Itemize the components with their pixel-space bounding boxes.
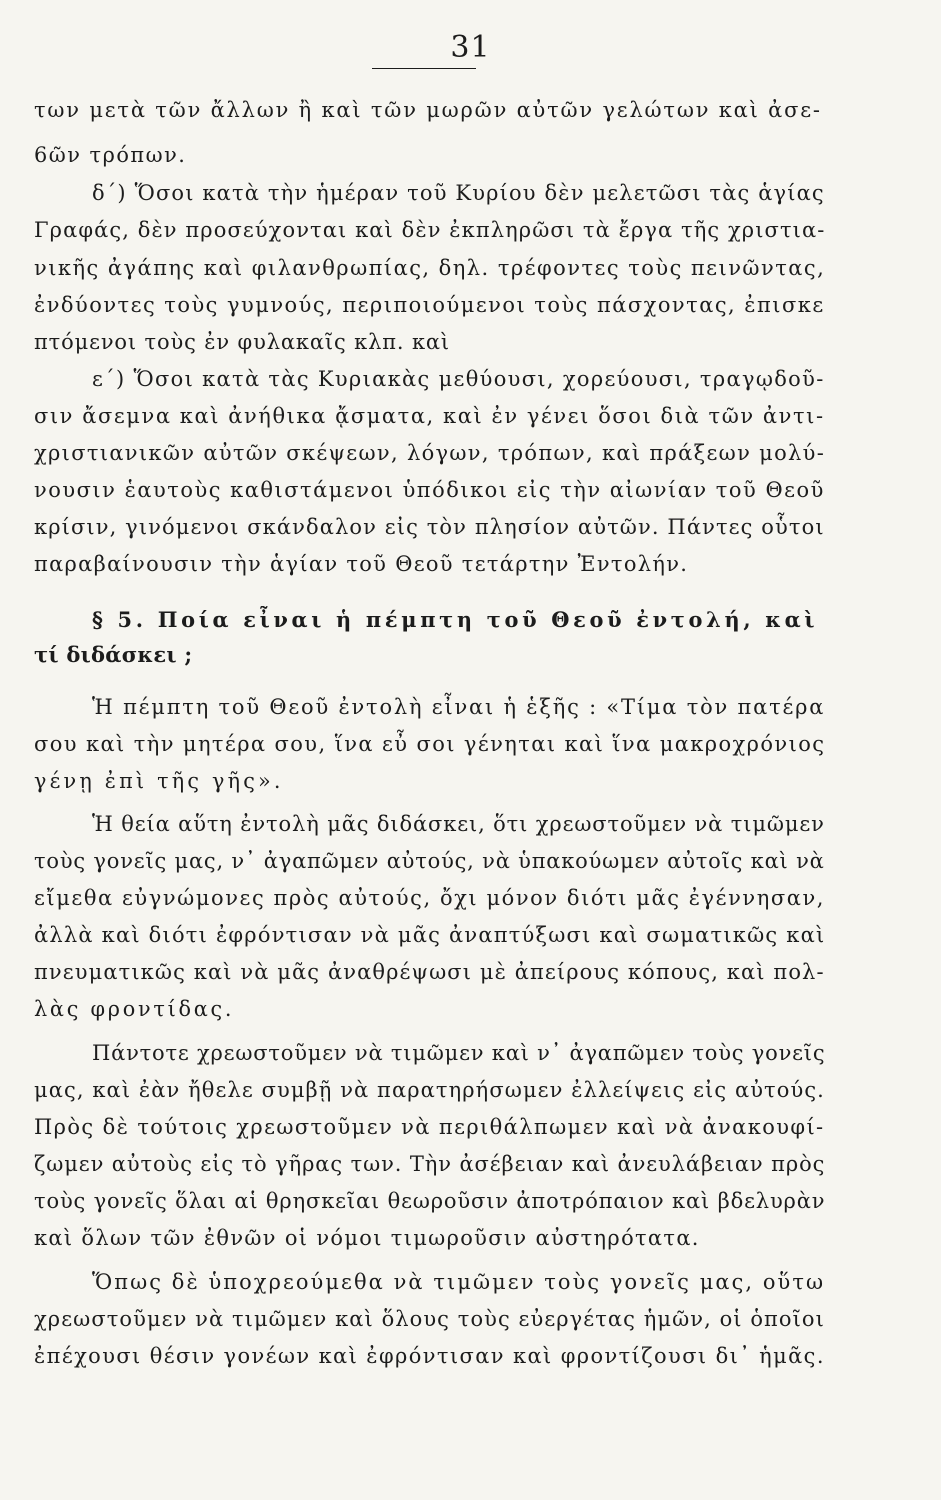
text-line: τοὺς γονεῖς ὅλαι αἱ θρησκεῖαι θεωροῦσιν ἀποτρόπαιον καὶ βδελυρὰν xyxy=(34,1189,826,1213)
text-line: των μετὰ τῶν ἄλλων ἢ καὶ τῶν μωρῶν αὐτῶν γελώτων καὶ ἀσε- xyxy=(34,98,822,122)
text-line: κρίσιν, γινόμενοι σκάνδαλον εἰς τὸν πλησίον αὐτῶν. Πάντες οὗτοι xyxy=(34,515,825,539)
text-line: ἀλλὰ καὶ διότι ἐφρόντισαν νὰ μᾶς ἀναπτύξωσι καὶ σωματικῶς καὶ xyxy=(34,923,826,947)
text-line: δ΄) Ὅσοι κατὰ τὴν ἡμέραν τοῦ Κυρίου δὲν μελετῶσι τὰς ἁγίας xyxy=(92,181,825,205)
text-line: Ἡ θεία αὕτη ἐντολὴ μᾶς διδάσκει, ὅτι χρεωστοῦμεν νὰ τιμῶμεν xyxy=(92,812,825,836)
text-line: Γραφάς, δὲν προσεύχονται καὶ δὲν ἐκπληρῶσι τὰ ἔργα τῆς χριστια- xyxy=(34,218,826,242)
section-heading-line: § 5. Ποία εἶναι ἡ πέμπτη τοῦ Θεοῦ ἐντολή, καὶ xyxy=(92,607,819,632)
text-line: τοὺς γονεῖς μας, ν᾽ ἀγαπῶμεν αὐτούς, νὰ ὑπακούωμεν αὐτοῖς καὶ νὰ xyxy=(34,849,825,873)
text-line: πτόμενοι τοὺς ἐν φυλακαῖς κλπ. καὶ xyxy=(34,330,451,354)
text-line: νικῆς ἀγάπης καὶ φιλανθρωπίας, δηλ. τρέφοντες τοὺς πεινῶντας, xyxy=(34,256,826,280)
text-line: ἐνδύοντες τοὺς γυμνούς, περιποιούμενοι τοὺς πάσχοντας, ἐπισκε xyxy=(34,293,825,317)
text-line: λὰς φροντίδας. xyxy=(34,997,235,1021)
text-line: Πρὸς δὲ τούτοις χρεωστοῦμεν νὰ περιθάλπωμεν καὶ νὰ ἀνακουφί- xyxy=(34,1115,825,1139)
text-line: καὶ ὅλων τῶν ἐθνῶν οἱ νόμοι τιμωροῦσιν αὐστηρότατα. xyxy=(34,1226,700,1250)
text-line: μας, καὶ ἐὰν ἤθελε συμβῇ νὰ παρατηρήσωμεν ἐλλείψεις εἰς αὐτούς. xyxy=(34,1078,825,1102)
text-line: σου καὶ τὴν μητέρα σου, ἵνα εὖ σοι γένηται καὶ ἵνα μακροχρόνιος xyxy=(34,732,826,756)
text-line: Ὅπως δὲ ὑποχρεούμεθα νὰ τιμῶμεν τοὺς γονεῖς μας, οὕτω xyxy=(92,1270,826,1294)
text-line: 6ῶν τρόπων. xyxy=(34,143,187,167)
text-line: παραβαίνουσιν τὴν ἁγίαν τοῦ Θεοῦ τετάρτην Ἐντολήν. xyxy=(34,552,689,576)
page-number: 31 xyxy=(450,30,491,65)
text-line: ἐπέχουσι θέσιν γονέων καὶ ἐφρόντισαν καὶ φροντίζουσι δι᾽ ἡμᾶς. xyxy=(34,1344,825,1368)
text-line: νουσιν ἑαυτοὺς καθιστάμενοι ὑπόδικοι εἰς τὴν αἰωνίαν τοῦ Θεοῦ xyxy=(34,478,825,502)
header-rule xyxy=(372,68,476,69)
text-line: χριστιανικῶν αὐτῶν σκέψεων, λόγων, τρόπων, καὶ πράξεων μολύ- xyxy=(34,441,826,465)
text-line: Πάντοτε χρεωστοῦμεν νὰ τιμῶμεν καὶ ν᾽ ἀγαπῶμεν τοὺς γονεῖς xyxy=(92,1041,826,1065)
section-heading-line: τί διδάσκει ; xyxy=(34,642,193,667)
text-line: γένῃ ἐπὶ τῆς γῆς». xyxy=(34,769,284,793)
text-line: εἴμεθα εὐγνώμονες πρὸς αὐτούς, ὄχι μόνον διότι μᾶς ἐγέννησαν, xyxy=(34,886,825,910)
text-line: Ἡ πέμπτη τοῦ Θεοῦ ἐντολὴ εἶναι ἡ ἑξῆς : «Τίμα τὸν πατέρα xyxy=(92,695,826,719)
text-line: χρεωστοῦμεν νὰ τιμῶμεν καὶ ὅλους τοὺς εὐεργέτας ἡμῶν, οἱ ὁποῖοι xyxy=(34,1307,825,1331)
text-line: ζωμεν αὐτοὺς εἰς τὸ γῆρας των. Τὴν ἀσέβειαν καὶ ἀνευλάβειαν πρὸς xyxy=(34,1152,826,1176)
text-line: ε΄) Ὅσοι κατὰ τὰς Κυριακὰς μεθύουσι, χορεύουσι, τραγῳδοῦ- xyxy=(92,367,825,391)
text-line: σιν ἄσεμνα καὶ ἀνήθικα ᾄσματα, καὶ ἐν γένει ὅσοι διὰ τῶν ἀντι- xyxy=(34,404,825,428)
text-line: πνευματικῶς καὶ νὰ μᾶς ἀναθρέψωσι μὲ ἀπείρους κόπους, καὶ πολ- xyxy=(34,960,825,984)
